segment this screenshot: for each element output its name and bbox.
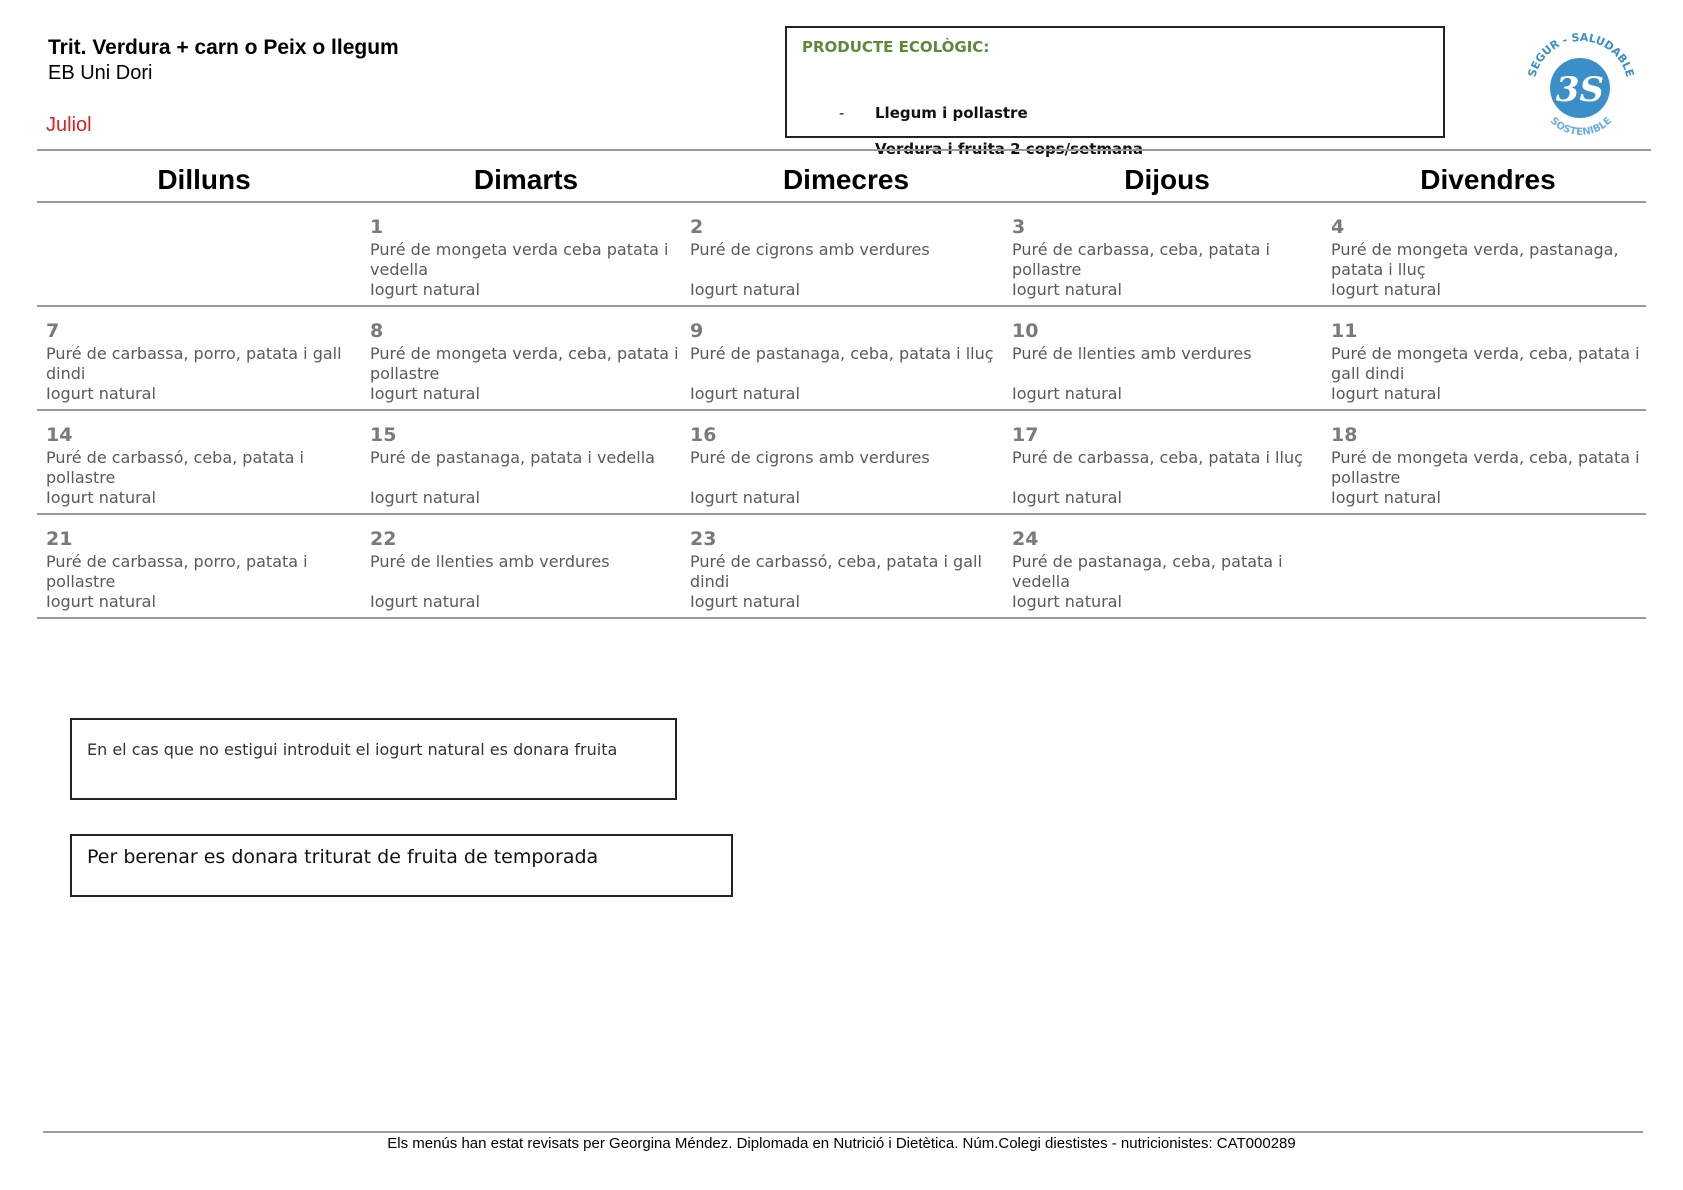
dish-text: Puré de carbassa, ceba, patata i lluç — [1012, 448, 1303, 467]
month-label: Juliol — [46, 114, 92, 136]
day-header: Dijous — [1124, 164, 1210, 195]
bullet-dash: - — [839, 140, 845, 158]
dessert-text: Iogurt natural — [370, 280, 480, 299]
dessert-text: Iogurt natural — [46, 384, 156, 403]
day-number: 23 — [690, 528, 717, 550]
dish-text: Puré de carbassa, porro, patata i gall dindi — [46, 344, 342, 383]
eco-item-label: Llegum i pollastre — [875, 104, 1028, 122]
segur-saludable-sostenible-logo-icon — [1520, 26, 1640, 146]
logo-text-top: SEGUR - SALUDABLE — [1525, 30, 1637, 79]
menu-cell — [46, 312, 366, 412]
dessert-text: Iogurt natural — [1331, 384, 1441, 403]
row-divider — [37, 201, 1646, 203]
dish-text: Puré de pastanaga, ceba, patata i vedella — [1012, 552, 1283, 591]
dish-text: Puré de carbassa, porro, patata i pollastre — [46, 552, 308, 591]
day-header: Dimarts — [473, 164, 579, 195]
day-number: 2 — [690, 216, 704, 238]
dish-text: Puré de mongeta verda, ceba, patata i pollastre — [1331, 448, 1640, 487]
dish-text: Puré de mongeta verda, pastanaga, patata i lluç — [1331, 240, 1619, 279]
dessert-text: Iogurt natural — [690, 280, 800, 299]
dish-text: Puré de llenties amb verdures — [370, 552, 610, 571]
dish-text: Puré de carbassó, ceba, patata i gall dindi — [690, 552, 982, 591]
day-number: 17 — [1012, 424, 1039, 446]
dish-text: Puré de llenties amb verdures — [1012, 344, 1252, 363]
dish-text: Puré de carbassa, ceba, patata i pollastre — [1012, 240, 1270, 279]
menu-cell — [370, 520, 690, 620]
logo-text-bottom: SOSTENIBLE — [1547, 115, 1615, 139]
dessert-text: Iogurt natural — [1331, 280, 1441, 299]
menu-cell — [1012, 520, 1332, 620]
menu-cell — [690, 208, 1010, 308]
day-number: 16 — [690, 424, 717, 446]
eco-item-label: Verdura i fruita 2 cops/setmana — [875, 140, 1143, 158]
menu-cell — [1331, 312, 1651, 412]
header-title: Trit. Verdura + carn o Peix o llegum — [48, 36, 399, 59]
footer-rule — [43, 1131, 1643, 1133]
menu-cell — [1012, 312, 1332, 412]
dish-text: Puré de pastanaga, ceba, patata i lluç — [690, 344, 994, 363]
dessert-text: Iogurt natural — [690, 488, 800, 507]
snack-note-box — [70, 834, 733, 897]
day-number: 7 — [46, 320, 60, 342]
bullet-dash: - — [839, 104, 845, 122]
menu-cell — [1331, 208, 1651, 308]
menu-cell — [1012, 416, 1332, 516]
day-number: 15 — [370, 424, 397, 446]
day-number: 4 — [1331, 216, 1345, 238]
day-number: 18 — [1331, 424, 1358, 446]
dish-text: Puré de pastanaga, patata i vedella — [370, 448, 655, 467]
dish-text: Puré de cigrons amb verdures — [690, 448, 930, 467]
dish-text: Puré de mongeta verda, ceba, patata i gall dindi — [1331, 344, 1640, 383]
day-header: Dilluns — [157, 164, 251, 195]
yogurt-note: En el cas que no estigui introduit el iogurt natural es donara fruita — [87, 740, 618, 759]
eco-product-box — [785, 26, 1445, 158]
dessert-text: Iogurt natural — [46, 592, 156, 611]
menu-cell — [370, 416, 690, 516]
dish-text: Puré de mongeta verda, ceba, patata i pollastre — [370, 344, 679, 383]
day-number: 22 — [370, 528, 397, 550]
day-number: 24 — [1012, 528, 1039, 550]
dessert-text: Iogurt natural — [370, 592, 480, 611]
menu-cell — [690, 312, 1010, 412]
day-number: 1 — [370, 216, 384, 238]
yogurt-note-box — [70, 718, 677, 800]
day-number: 10 — [1012, 320, 1039, 342]
dessert-text: Iogurt natural — [370, 384, 480, 403]
day-number: 8 — [370, 320, 384, 342]
dessert-text: Iogurt natural — [1012, 280, 1122, 299]
dessert-text: Iogurt natural — [690, 384, 800, 403]
header-rule — [37, 149, 1651, 151]
dish-text: Puré de carbassó, ceba, patata i pollastre — [46, 448, 304, 487]
eco-title: PRODUCTE ECOLÒGIC: — [802, 38, 990, 56]
dessert-text: Iogurt natural — [46, 488, 156, 507]
menu-cell — [1331, 416, 1651, 516]
menu-cell — [690, 416, 1010, 516]
dessert-text: Iogurt natural — [690, 592, 800, 611]
footer-text: Els menús han estat revisats per Georgina Méndez. Diplomada en Nutrició i Dietètica. Núm.Colegi diestistes - nutricionistes: CAT000289 — [387, 1135, 1296, 1152]
menu-cell — [1012, 208, 1332, 308]
menu-cell — [690, 520, 1010, 620]
day-number: 21 — [46, 528, 73, 550]
day-header: Dimecres — [782, 164, 910, 195]
dessert-text: Iogurt natural — [370, 488, 480, 507]
day-number: 3 — [1012, 216, 1026, 238]
dessert-text: Iogurt natural — [1012, 488, 1122, 507]
menu-cell — [370, 312, 690, 412]
school-name: EB Uni Dori — [48, 62, 153, 84]
dish-text: Puré de cigrons amb verdures — [690, 240, 930, 259]
logo-mark: 3S — [1555, 70, 1605, 110]
day-number: 11 — [1331, 320, 1358, 342]
dessert-text: Iogurt natural — [1012, 384, 1122, 403]
day-header: Divendres — [1420, 164, 1556, 195]
dessert-text: Iogurt natural — [1331, 488, 1441, 507]
menu-cell — [370, 208, 690, 308]
menu-cell — [46, 520, 366, 620]
day-number: 14 — [46, 424, 73, 446]
day-number: 9 — [690, 320, 704, 342]
menu-cell — [46, 416, 366, 516]
dish-text: Puré de mongeta verda ceba patata i vedella — [370, 240, 669, 279]
dessert-text: Iogurt natural — [1012, 592, 1122, 611]
snack-note: Per berenar es donara triturat de fruita de temporada — [87, 846, 599, 868]
